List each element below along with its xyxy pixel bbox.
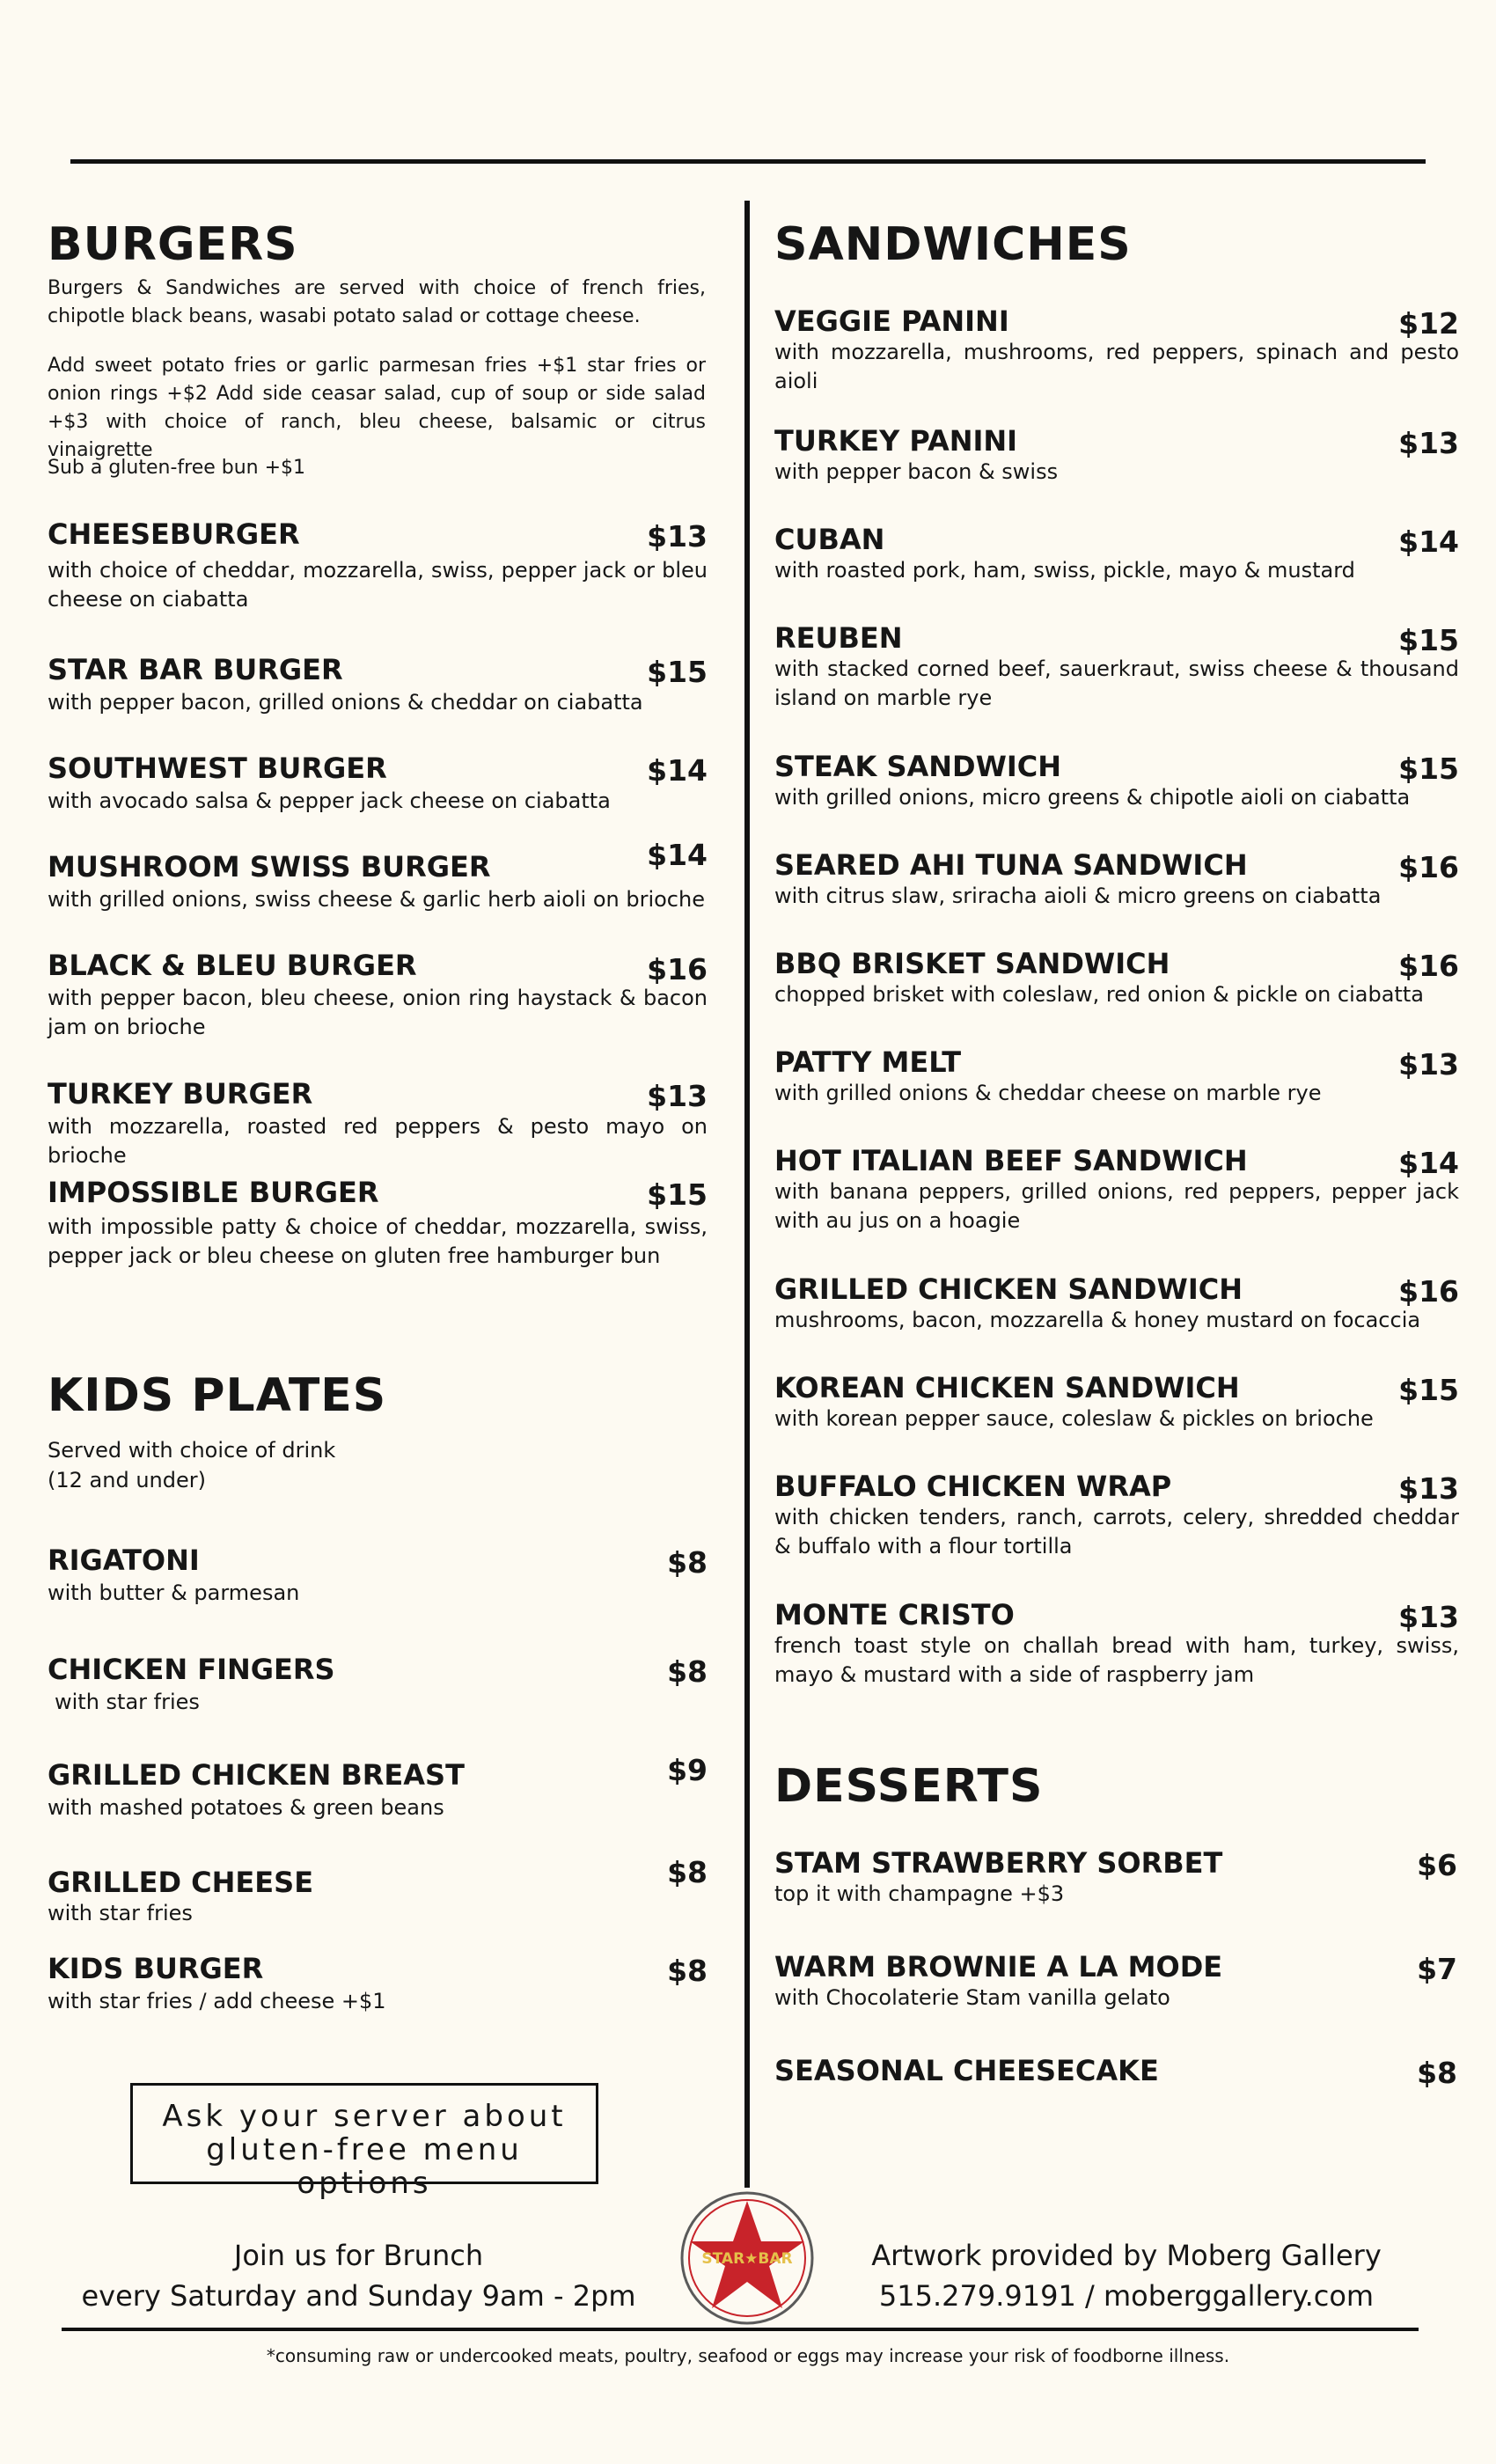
foodborne-disclaimer: *consuming raw or undercooked meats, poultry, seafood or eggs may increase your risk of foodborne illness. [266, 2345, 1230, 2366]
menu-item-reuben [774, 621, 1459, 718]
notice-line-1: Ask your server about [162, 2099, 567, 2134]
item-description: with butter & parmesan [48, 1580, 300, 1605]
item-price: $15 [1398, 623, 1459, 657]
menu-item-veggie-panini [774, 304, 1459, 401]
item-name: WARM BROWNIE A LA MODE [774, 1950, 1223, 1984]
item-price: $8 [667, 1954, 708, 1988]
item-name: HOT ITALIAN BEEF SANDWICH [774, 1144, 1248, 1177]
item-description: french toast style on challah bread with ham, turkey, swiss, mayo & mustard with a side of raspberry jam [774, 1633, 1459, 1687]
brunch-info [70, 2235, 647, 2316]
item-name: KOREAN CHICKEN SANDWICH [774, 1371, 1240, 1404]
item-description: with citrus slaw, sriracha aioli & micro greens on ciabatta [774, 884, 1382, 908]
item-price: $15 [1398, 752, 1459, 786]
item-price: $16 [1398, 949, 1459, 983]
item-name: KIDS BURGER [48, 1952, 264, 1985]
menu-item-southwest-burger [48, 752, 708, 822]
item-description: with star fries / add cheese +$1 [48, 1989, 386, 2013]
menu-item-stam-strawberry-sorbet [774, 1846, 1457, 1917]
menu-item-steak-sandwich [774, 750, 1459, 820]
burgers-intro-sides: Burgers & Sandwiches are served with choice of french fries, chipotle black beans, wasabi potato salad or cottage cheese. [48, 277, 706, 327]
item-price: $7 [1417, 1952, 1457, 1986]
item-description: with choice of cheddar, mozzarella, swiss, pepper jack or bleu cheese on ciabatta [48, 558, 708, 612]
item-name: MUSHROOM SWISS BURGER [48, 850, 491, 884]
item-name: SOUTHWEST BURGER [48, 752, 387, 785]
menu-item-hot-italian-beef-sandwich [774, 1144, 1459, 1241]
item-price: $14 [1398, 1146, 1459, 1180]
item-name: BLACK & BLEU BURGER [48, 949, 417, 982]
item-price: $8 [1417, 2056, 1457, 2090]
menu-item-patty-melt [774, 1045, 1459, 1116]
menu-item-star-bar-burger [48, 653, 708, 723]
item-name: GRILLED CHEESE [48, 1866, 314, 1899]
item-description: with chicken tenders, ranch, carrots, celery, shredded cheddar & buffalo with a flour tortilla [774, 1505, 1459, 1558]
item-price: $8 [667, 1545, 708, 1580]
item-description: with grilled onions, micro greens & chipotle aioli on ciabatta [774, 785, 1411, 810]
menu-item-impossible-burger [48, 1176, 708, 1272]
item-description: with star fries [55, 1690, 200, 1714]
item-name: STAM STRAWBERRY SORBET [774, 1846, 1223, 1880]
artwork-credit [836, 2235, 1417, 2316]
menu-item-grilled-chicken-breast [48, 1753, 708, 1829]
menu-item-cheeseburger [48, 517, 708, 614]
menu-item-cuban [774, 523, 1459, 593]
brunch-line-2: every Saturday and Sunday 9am - 2pm [81, 2279, 636, 2313]
item-description: with impossible patty & choice of cheddar, mozzarella, swiss, pepper jack or bleu cheese on gluten free hamburger bun [48, 1214, 708, 1268]
item-price: $16 [647, 952, 708, 986]
item-price: $16 [1398, 1274, 1459, 1309]
item-name: TURKEY BURGER [48, 1077, 313, 1111]
burgers-intro-glutenfree: Sub a gluten-free bun +$1 [48, 457, 306, 479]
item-name: SEASONAL CHEESECAKE [774, 2054, 1159, 2087]
item-name: REUBEN [774, 621, 903, 655]
item-name: STEAK SANDWICH [774, 750, 1062, 783]
item-description: with mozzarella, roasted red peppers & pesto mayo on brioche [48, 1114, 708, 1168]
item-description: with korean pepper sauce, coleslaw & pickles on brioche [774, 1406, 1374, 1431]
item-price: $13 [1398, 1600, 1459, 1634]
menu-item-rigatoni [48, 1544, 708, 1614]
menu-item-grilled-cheese [48, 1855, 708, 1936]
artwork-line-1: Artwork provided by Moberg Gallery [871, 2239, 1382, 2272]
center-divider [744, 201, 750, 2188]
logo-text: STAR★BAR [701, 2250, 793, 2268]
item-description: with star fries [48, 1901, 193, 1925]
menu-item-kids-burger [48, 1952, 708, 2022]
menu-item-warm-brownie-a-la-mode [774, 1950, 1457, 2020]
item-description: top it with champagne +$3 [774, 1881, 1065, 1906]
item-description: with stacked corned beef, sauerkraut, swiss cheese & thousand island on marble rye [774, 656, 1459, 710]
burgers-heading: BURGERS [48, 218, 298, 271]
item-name: MONTE CRISTO [774, 1598, 1015, 1632]
menu-item-korean-chicken-sandwich [774, 1371, 1459, 1441]
item-description: with roasted pork, ham, swiss, pickle, mayo & mustard [774, 558, 1355, 583]
item-description: chopped brisket with coleslaw, red onion & pickle on ciabatta [774, 982, 1424, 1007]
item-description: with mashed potatoes & green beans [48, 1795, 444, 1820]
item-name: CUBAN [774, 523, 885, 556]
brunch-line-1: Join us for Brunch [233, 2239, 484, 2272]
item-description: mushrooms, bacon, mozzarella & honey mustard on focaccia [774, 1308, 1421, 1332]
item-price: $14 [1398, 524, 1459, 559]
menu-item-monte-cristo [774, 1598, 1459, 1695]
item-name: TURKEY PANINI [774, 424, 1018, 458]
burgers-intro-addons: Add sweet potato fries or garlic parmesan fries +$1 star fries or onion rings +$2 Add side ceasar salad, cup of soup or side salad +$3 with choice of ranch, bleu cheese, balsamic or citrus vinaigrette [48, 355, 706, 461]
notice-line-2: gluten-free menu options [206, 2132, 523, 2201]
item-price: $14 [647, 753, 708, 788]
item-description: with pepper bacon, bleu cheese, onion ring haystack & bacon jam on brioche [48, 986, 708, 1039]
item-price: $13 [1398, 1471, 1459, 1506]
kids-plates-heading: KIDS PLATES [48, 1369, 387, 1422]
item-price: $6 [1417, 1848, 1457, 1882]
item-price: $14 [647, 838, 708, 872]
item-price: $8 [667, 1855, 708, 1889]
item-price: $13 [647, 519, 708, 554]
item-name: BUFFALO CHICKEN WRAP [774, 1470, 1172, 1503]
item-name: PATTY MELT [774, 1045, 962, 1079]
item-description: with grilled onions, swiss cheese & garlic herb aioli on brioche [48, 887, 705, 912]
artwork-contact: 515.279.9191 / moberggallery.com [878, 2279, 1375, 2313]
menu-item-turkey-panini [774, 424, 1459, 495]
item-name: GRILLED CHICKEN SANDWICH [774, 1272, 1243, 1306]
item-price: $8 [667, 1654, 708, 1689]
item-price: $13 [1398, 1047, 1459, 1082]
item-name: SEARED AHI TUNA SANDWICH [774, 848, 1248, 882]
bottom-rule [62, 2328, 1419, 2331]
menu-item-buffalo-chicken-wrap [774, 1470, 1459, 1566]
item-description: with grilled onions & cheddar cheese on marble rye [774, 1081, 1322, 1105]
menu-item-seared-ahi-tuna-sandwich [774, 848, 1459, 919]
menu-item-black-bleu-burger [48, 949, 708, 1045]
menu-item-bbq-brisket-sandwich [774, 947, 1459, 1017]
item-description: with Chocolaterie Stam vanilla gelato [774, 1985, 1170, 2010]
kids-intro-age: (12 and under) [48, 1468, 206, 1492]
item-price: $13 [647, 1079, 708, 1113]
item-description: with avocado salsa & pepper jack cheese on ciabatta [48, 788, 611, 813]
item-name: CHEESEBURGER [48, 517, 300, 551]
item-price: $9 [667, 1753, 708, 1787]
item-price: $15 [1398, 1373, 1459, 1407]
item-description: with pepper bacon, grilled onions & cheddar on ciabatta [48, 690, 643, 715]
item-price: $16 [1398, 850, 1459, 884]
item-price: $13 [1398, 426, 1459, 460]
item-description: with banana peppers, grilled onions, red peppers, pepper jack with au jus on a hoagie [774, 1179, 1459, 1233]
menu-item-turkey-burger [48, 1077, 708, 1168]
gluten-free-notice [130, 2083, 598, 2201]
top-rule [70, 159, 1426, 164]
menu-item-mushroom-swiss-burger [48, 838, 708, 920]
item-description: with mozzarella, mushrooms, red peppers, spinach and pesto aioli [774, 340, 1459, 393]
item-name: IMPOSSIBLE BURGER [48, 1176, 379, 1209]
item-name: GRILLED CHICKEN BREAST [48, 1758, 465, 1792]
item-name: CHICKEN FINGERS [48, 1653, 335, 1686]
menu-item-seasonal-cheesecake [774, 2054, 1457, 2098]
sandwiches-heading: SANDWICHES [774, 218, 1132, 271]
item-name: VEGGIE PANINI [774, 304, 1009, 338]
menu-item-grilled-chicken-sandwich [774, 1272, 1459, 1343]
desserts-heading: DESSERTS [774, 1760, 1044, 1813]
item-price: $15 [647, 655, 708, 689]
item-description: with pepper bacon & swiss [774, 459, 1059, 484]
item-price: $15 [647, 1177, 708, 1212]
item-name: RIGATONI [48, 1544, 200, 1577]
kids-intro-drink: Served with choice of drink [48, 1438, 336, 1463]
menu-item-chicken-fingers [48, 1653, 708, 1723]
item-price: $12 [1398, 306, 1459, 341]
star-bar-logo [679, 2190, 815, 2326]
item-name: BBQ BRISKET SANDWICH [774, 947, 1170, 980]
star-bar-logo-icon [679, 2190, 815, 2326]
item-name: STAR BAR BURGER [48, 653, 343, 686]
